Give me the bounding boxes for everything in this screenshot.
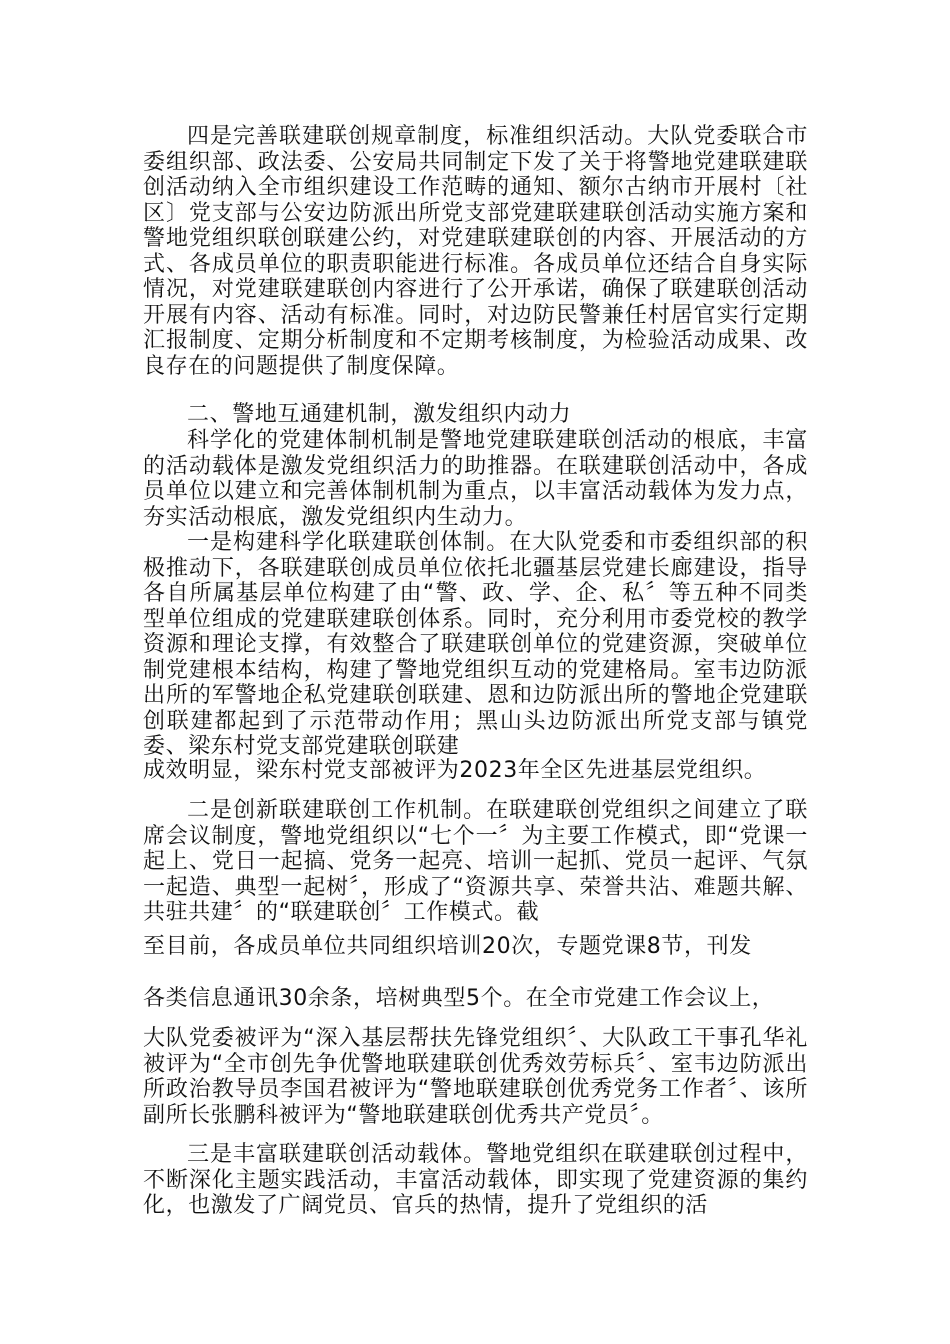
- section-heading-mechanism: 二、警地互通建机制，激发组织内动力: [187, 402, 572, 427]
- paragraph-system: 一是构建科学化联建联创体制。在大队党委和市委组织部的积极推动下，各联建联创成员单位依托北疆基层党建长廊建设，指导各自所属基层单位构建了由“警、政、学、企、私〞等五种不同类型单位组成的党建联建联创体系。同时，充分利用市委党校的教学资源和理论支撑，有效整合了联建联创单位的党建资源，突破单位制党建根本结构，构建了警地党组织互动的党建格局。室韦边防派出所的军警地企私党建联创联建、恩和边防派出所的警地企党建联创联建都起到了示范带动作用；黑山头边防派出所党支部与镇党委、梁东村党支部党建联创联建: [143, 530, 808, 759]
- paragraph-activities: 三是丰富联建联创活动载体。警地党组织在联建联创过程中，不断深化主题实践活动，丰富活动载体，即实现了党建资源的集约化，也激发了广阔党员、官兵的热情，提升了党组织的活: [143, 1142, 808, 1218]
- paragraph-system-tail: 成效明显，梁东村党支部被评为2023年全区先进基层党组织。: [143, 758, 767, 783]
- paragraph-awards: 大队党委被评为“深入基层帮扶先锋党组织〞、大队政工干事孔华礼被评为“全市创先争优警地联建联创优秀效劳标兵〞、室韦边防派出所政治教导员李国君被评为“警地联建联创优秀党务工作者〞、该所副所长张鹏科被评为“警地联建联创优秀共产党员〞。: [143, 1026, 808, 1128]
- paragraph-regulations: 四是完善联建联创规章制度，标准组织活动。大队党委联合市委组织部、政法委、公安局共同制定下发了关于将警地党建联建联创活动纳入全市组织建设工作范畴的通知、额尔古纳市开展村〔社区〕党支部与公安边防派出所党支部党建联建联创活动实施方案和警地党组织联创联建公约，对党建联建联创的内容、开展活动的方式、各成员单位的职责职能进行标准。各成员单位还结合自身实际情况，对党建联建联创内容进行了公开承诺，确保了联建联创活动开展有内容、活动有标准。同时，对边防民警兼任村居官实行定期汇报制度、定期分析制度和不定期考核制度，为检验活动成果、改良存在的问题提供了制度保障。: [143, 124, 808, 379]
- paragraph-work-mechanism-line3: 各类信息通讯30余条，培树典型5个。在全市党建工作会议上，: [143, 986, 775, 1011]
- paragraph-work-mechanism: 二是创新联建联创工作机制。在联建联创党组织之间建立了联席会议制度，警地党组织以“七个一〞为主要工作模式，即“党课一起上、党日一起搞、党务一起亮、培训一起抓、党员一起评、气氛一起造、典型一起树〞，形成了“资源共享、荣誉共沾、难题共解、共驻共建〞的“联建联创〞工作模式。截: [143, 798, 808, 925]
- paragraph-work-mechanism-line2: 至目前，各成员单位共同组织培训20次，专题党课8节，刊发: [143, 934, 752, 959]
- paragraph-mechanism-intro: 科学化的党建体制机制是警地党建联建联创活动的根底，丰富的活动载体是激发党组织活力的助推器。在联建联创活动中，各成员单位以建立和完善体制机制为重点，以丰富活动载体为发力点，夯实活动根底，激发党组织内生动力。: [143, 428, 808, 530]
